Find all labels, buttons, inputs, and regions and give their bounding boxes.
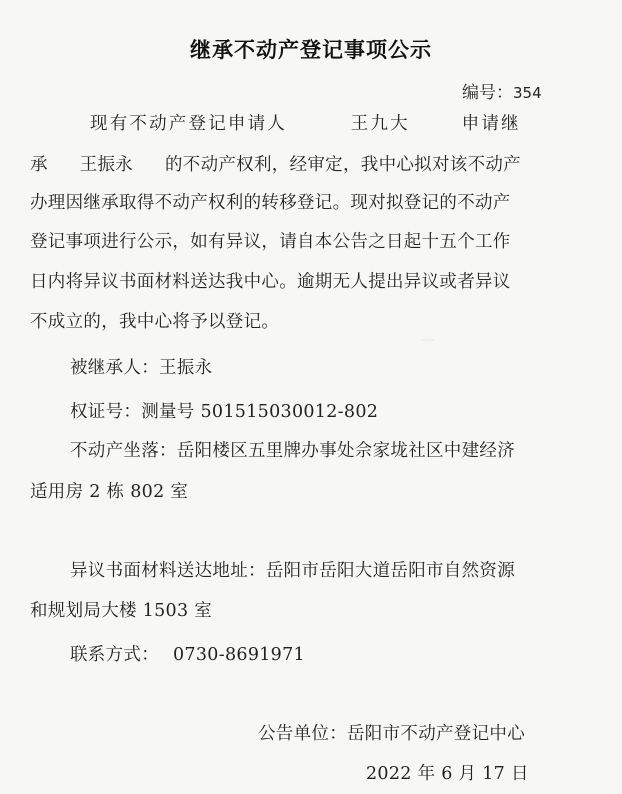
issuer-row bbox=[258, 720, 525, 745]
body-line-2 bbox=[30, 151, 521, 176]
contact-row bbox=[70, 641, 305, 666]
issuer-value: 岳阳市不动产登记中心 bbox=[347, 724, 525, 744]
notice-date: 2022 年 6 月 17 日 bbox=[366, 764, 529, 784]
location-continuation: 适用房 2 栋 802 室 bbox=[30, 482, 189, 502]
body-text: 的不动产权利，经审定，我中心拟对该不动产 bbox=[164, 155, 521, 175]
serial-number bbox=[462, 78, 542, 103]
body-line-1 bbox=[90, 110, 521, 135]
certificate-value: 测量号 501515030012-802 bbox=[141, 402, 379, 422]
page-title: 继承不动产登记事项公示 bbox=[190, 38, 432, 62]
location-value: 岳阳楼区五里牌办事处佘家垅社区中建经济 bbox=[176, 441, 516, 461]
objection-address-row bbox=[70, 557, 515, 582]
serial-label: 编号： bbox=[462, 83, 513, 103]
body-text: 现有不动产登记申请人 bbox=[90, 114, 287, 134]
issuer-label: 公告单位： bbox=[258, 724, 347, 744]
applicant-name: 王九大 bbox=[350, 114, 410, 134]
body-line-5: 日内将异议书面材料送达我中心。逾期无人提出异议或者异议 bbox=[30, 272, 511, 292]
location-label: 不动产坐落： bbox=[70, 441, 177, 461]
certificate-row bbox=[70, 398, 378, 423]
contact-phone: 0730-8691971 bbox=[173, 645, 305, 665]
decedent-row bbox=[70, 354, 212, 379]
body-line-6: 不成立的，我中心将予以登记。 bbox=[30, 312, 280, 332]
body-line-4: 登记事项进行公示，如有异议，请自本公告之日起十五个工作 bbox=[30, 232, 511, 252]
decedent-value: 王振永 bbox=[159, 358, 213, 378]
objection-address-value: 岳阳市岳阳大道岳阳市自然资源 bbox=[265, 561, 516, 581]
body-text: 申请继 bbox=[461, 114, 521, 134]
objection-address-continuation: 和规划局大楼 1503 室 bbox=[30, 601, 213, 621]
decedent-label: 被继承人： bbox=[70, 358, 159, 378]
bleed-through-mark: — bbox=[420, 330, 435, 348]
certificate-label: 权证号： bbox=[70, 402, 142, 422]
serial-value: 354 bbox=[513, 84, 542, 102]
body-line-3: 办理因继承取得不动产权利的转移登记。现对拟登记的不动产 bbox=[30, 193, 511, 213]
decedent-inline: 王振永 bbox=[79, 155, 134, 175]
contact-label: 联系方式： bbox=[70, 645, 159, 665]
body-text: 承 bbox=[30, 155, 48, 175]
objection-address-label: 异议书面材料送达地址： bbox=[70, 561, 266, 581]
location-row bbox=[70, 437, 515, 462]
